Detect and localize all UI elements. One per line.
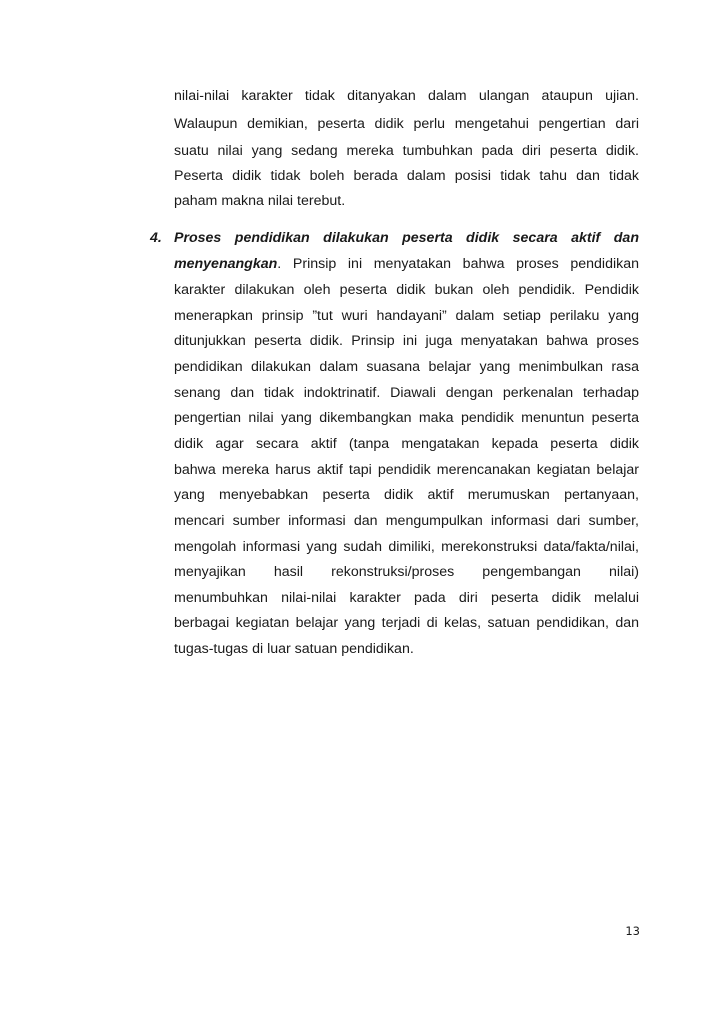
item-title-emphasis: menyenangkan	[174, 256, 278, 272]
item-line-6: pengertian nilai yang dikembangkan maka pendidik menuntun peserta	[174, 410, 639, 426]
item-title-rest: . Prinsip ini menyatakan bahwa proses pendidikan	[277, 256, 639, 272]
item-line-1: karakter dilakukan oleh peserta didik bukan oleh pendidik. Pendidik	[174, 282, 639, 298]
item-line-10: mencari sumber informasi dan mengumpulkan informasi dari sumber,	[174, 513, 639, 529]
page-number: 13	[625, 924, 640, 938]
intro-line-1: nilai-nilai karakter tidak ditanyakan dalam ulangan ataupun ujian.	[174, 88, 639, 104]
intro-line-5: paham makna nilai terebut.	[174, 193, 346, 209]
item-title-line-1: Proses pendidikan dilakukan peserta didik secara aktif dan	[174, 230, 639, 246]
item-line-12: menyajikan hasil rekonstruksi/proses pengembangan nilai)	[174, 564, 639, 580]
item-line-11: mengolah informasi yang sudah dimiliki, merekonstruksi data/fakta/nilai,	[174, 539, 639, 555]
item-line-15: tugas-tugas di luar satuan pendidikan.	[174, 641, 414, 657]
item-line-14: berbagai kegiatan belajar yang terjadi di kelas, satuan pendidikan, dan	[174, 615, 639, 631]
item-line-8: bahwa mereka harus aktif tapi pendidik merencanakan kegiatan belajar	[174, 462, 639, 478]
item-title-line-2	[174, 254, 639, 274]
intro-line-2: Walaupun demikian, peserta didik perlu mengetahui pengertian dari	[174, 116, 639, 132]
item-line-3: ditunjukkan peserta didik. Prinsip ini juga menyatakan bahwa proses	[174, 333, 639, 349]
item-line-13: menumbuhkan nilai-nilai karakter pada diri peserta didik melalui	[174, 590, 639, 606]
item-line-9: yang menyebabkan peserta didik aktif merumuskan pertanyaan,	[174, 487, 639, 503]
intro-line-3: suatu nilai yang sedang mereka tumbuhkan pada diri peserta didik.	[174, 143, 639, 159]
item-line-5: senang dan tidak indoktrinatif. Diawali dengan perkenalan terhadap	[174, 385, 639, 401]
item-number: 4.	[150, 230, 162, 246]
intro-line-4: Peserta didik tidak boleh berada dalam posisi tidak tahu dan tidak	[174, 168, 639, 184]
item-line-2: menerapkan prinsip ”tut wuri handayani” dalam setiap perilaku yang	[174, 308, 639, 324]
item-line-7: didik agar secara aktif (tanpa mengatakan kepada peserta didik	[174, 436, 639, 452]
item-line-4: pendidikan dilakukan dalam suasana belajar yang menimbulkan rasa	[174, 359, 639, 375]
